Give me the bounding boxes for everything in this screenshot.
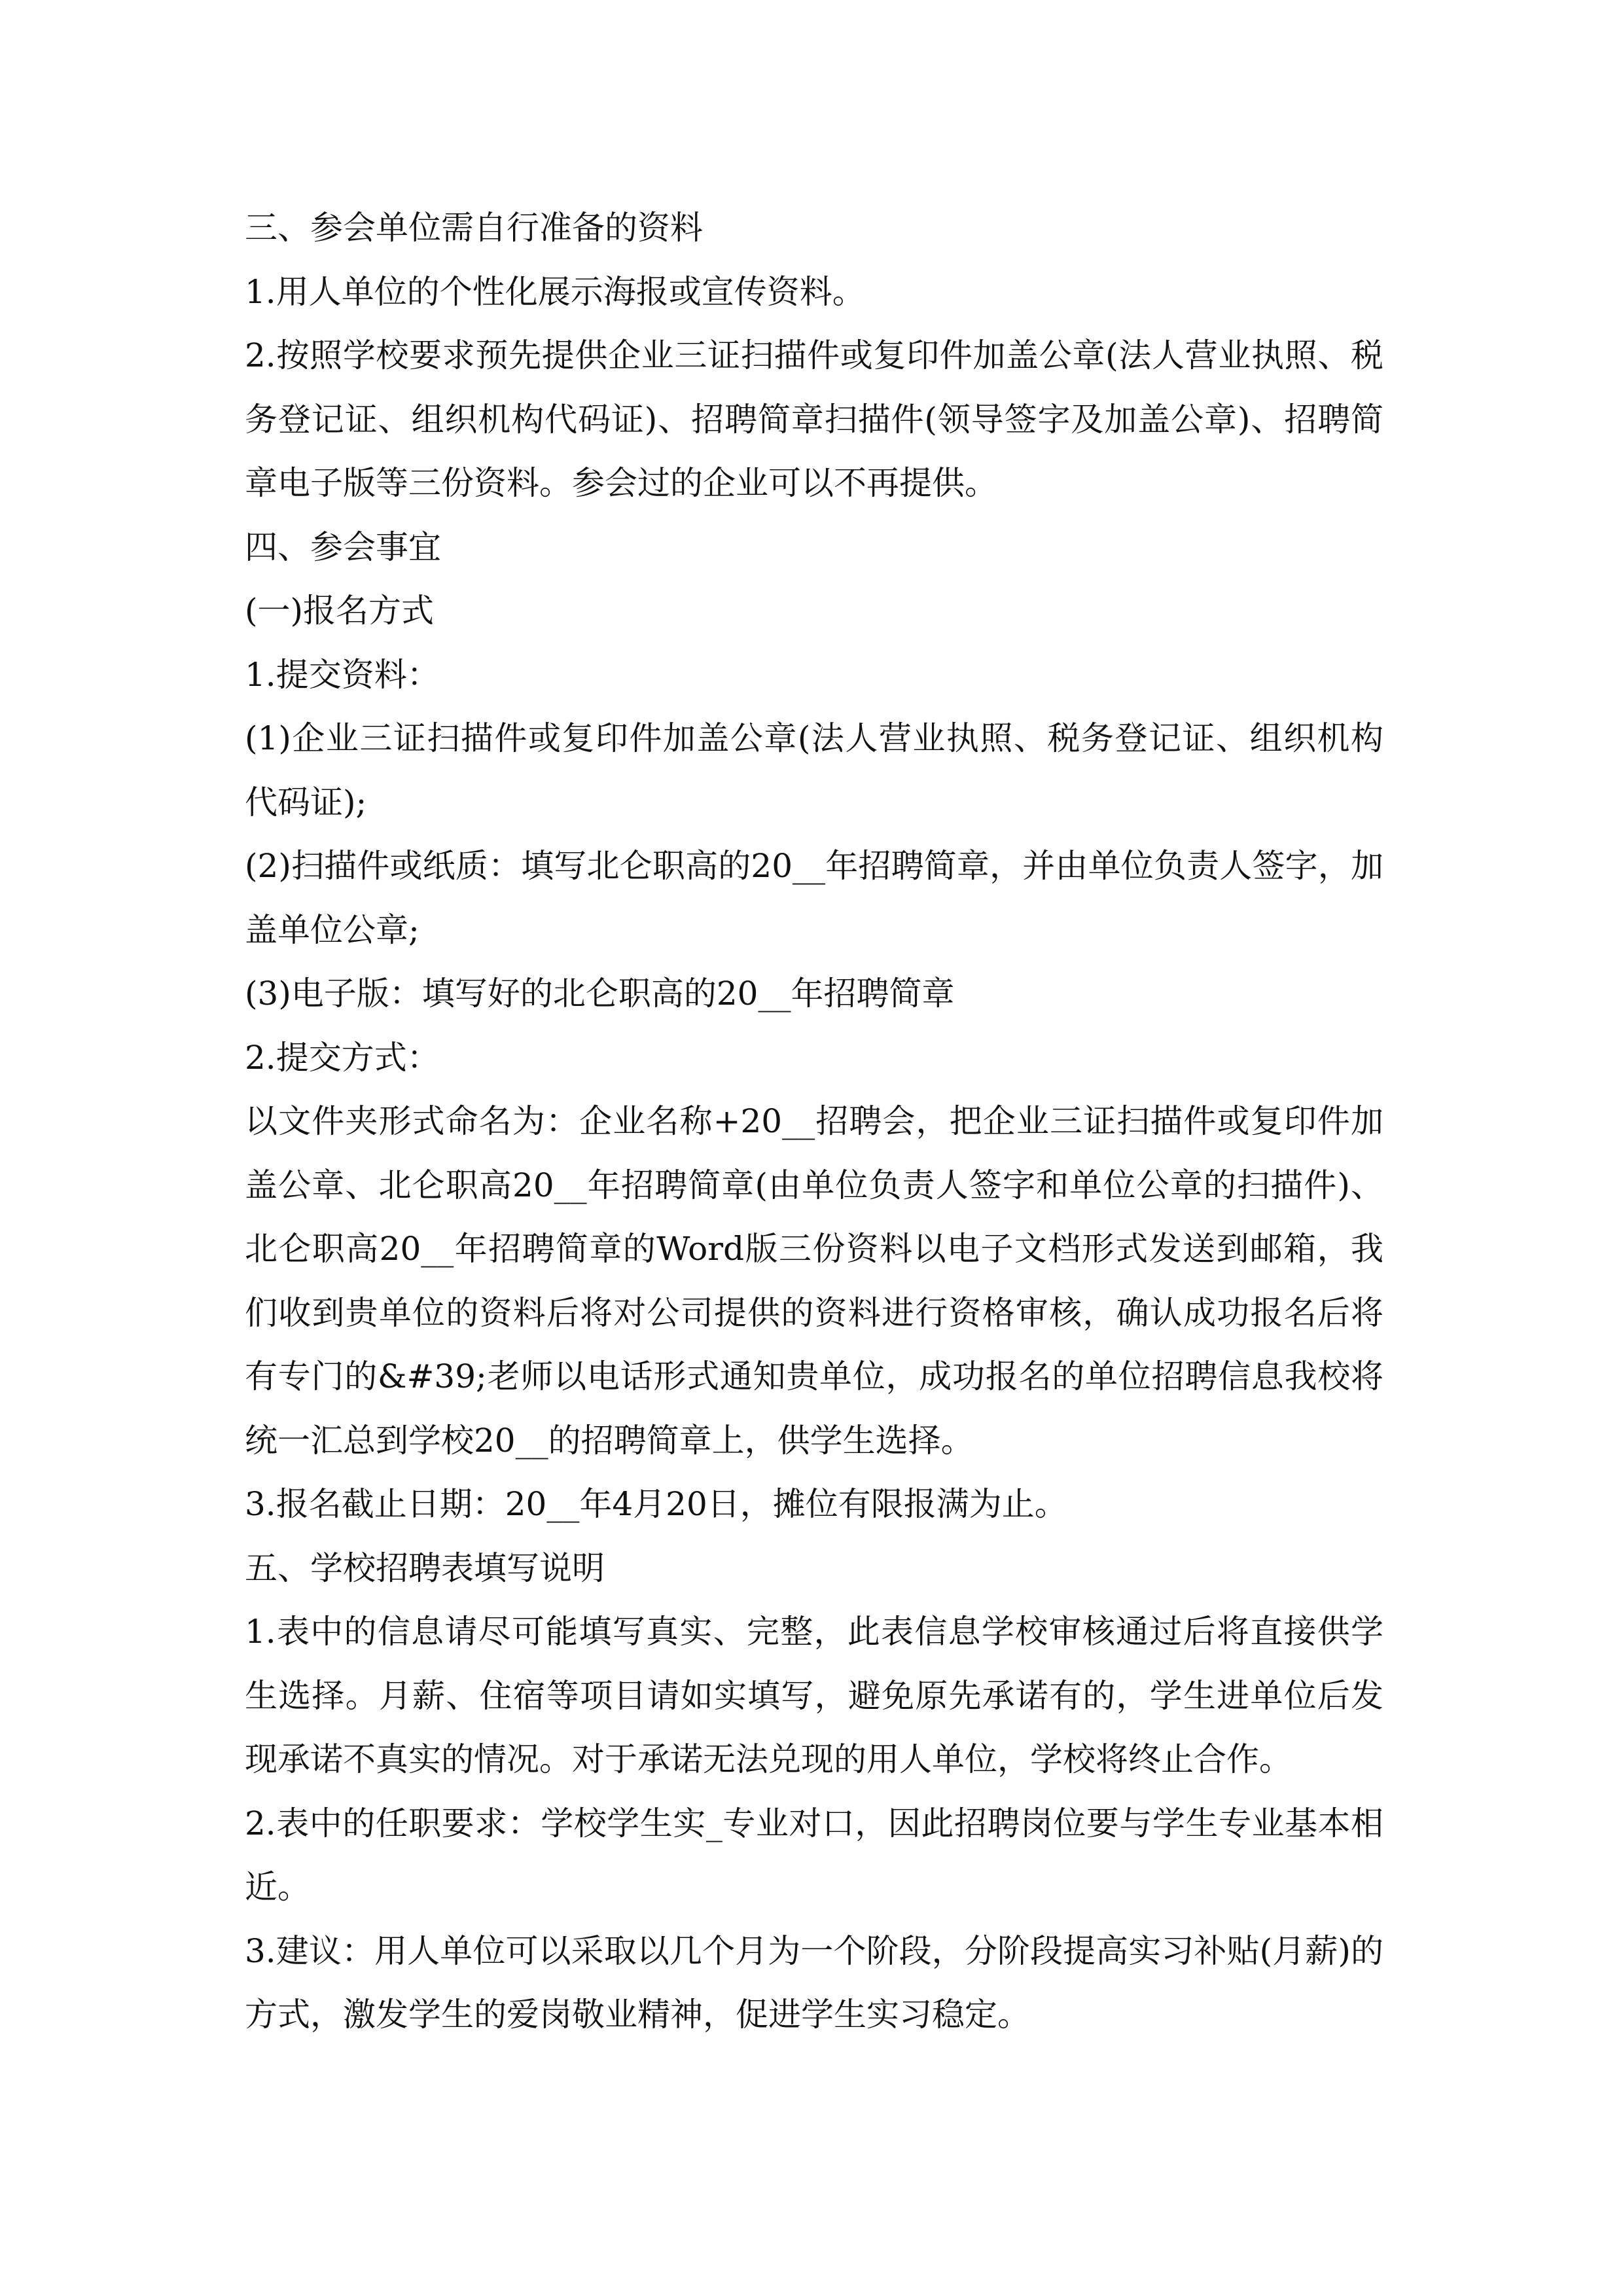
paragraph: 1.表中的信息请尽可能填写真实、完整，此表信息学校审核通过后将直接供学生选择。月薪、住宿等项目请如实填写，避免原先承诺有的，学生进单位后发现承诺不真实的情况。对于承诺无法兑现的用人单位，学校将终止合作。 xyxy=(245,1613,1383,1778)
paragraph: 3.报名截止日期：20__年4月20日，摊位有限报满为止。 xyxy=(245,1485,1067,1523)
paragraph: (3)电子版：填写好的北仑职高的20__年招聘简章 xyxy=(245,975,955,1013)
section-heading-5: 五、学校招聘表填写说明 xyxy=(245,1549,605,1587)
paragraph: 1.提交资料： xyxy=(245,655,440,694)
section-heading-4: 四、参会事宜 xyxy=(245,528,441,566)
paragraph: 2.提交方式： xyxy=(245,1038,440,1077)
paragraph: 3.建议：用人单位可以采取以几个月为一个阶段，分阶段提高实习补贴(月薪)的方式，激发学生的爱岗敬业精神，促进学生实习稳定。 xyxy=(245,1931,1383,2034)
subsection-heading: (一)报名方式 xyxy=(245,592,435,630)
section-heading-3: 三、参会单位需自行准备的资料 xyxy=(245,209,703,247)
paragraph: 以文件夹形式命名为：企业名称+20__招聘会，把企业三证扫描件或复印件加盖公章、北仑职高20__年招聘简章(由单位负责人签字和单位公章的扫描件)、北仑职高20__年招聘简章的Word版三份资料以电子文档形式发送到邮箱，我们收到贵单位的资料后将对公司提供的资料进行资格审核，确认成功报名后将有专门的&#39;老师以电话形式通知贵单位，成功报名的单位招聘信息我校将统一汇总到学校20__的招聘简章上，供学生选择。 xyxy=(245,1102,1383,1460)
document-body xyxy=(245,196,1383,2047)
paragraph: (1)企业三证扫描件或复印件加盖公章(法人营业执照、税务登记证、组织机构代码证); xyxy=(245,719,1383,821)
paragraph: 2.按照学校要求预先提供企业三证扫描件或复印件加盖公章(法人营业执照、税务登记证、组织机构代码证)、招聘简章扫描件(领导签字及加盖公章)、招聘简章电子版等三份资料。参会过的企业可以不再提供。 xyxy=(245,336,1383,502)
paragraph: (2)扫描件或纸质：填写北仑职高的20__年招聘简章，并由单位负责人签字，加盖单位公章; xyxy=(245,847,1383,949)
paragraph: 2.表中的任职要求：学校学生实_专业对口，因此招聘岗位要与学生专业基本相近。 xyxy=(245,1804,1383,1906)
paragraph: 1.用人单位的个性化展示海报或宣传资料。 xyxy=(245,272,865,311)
